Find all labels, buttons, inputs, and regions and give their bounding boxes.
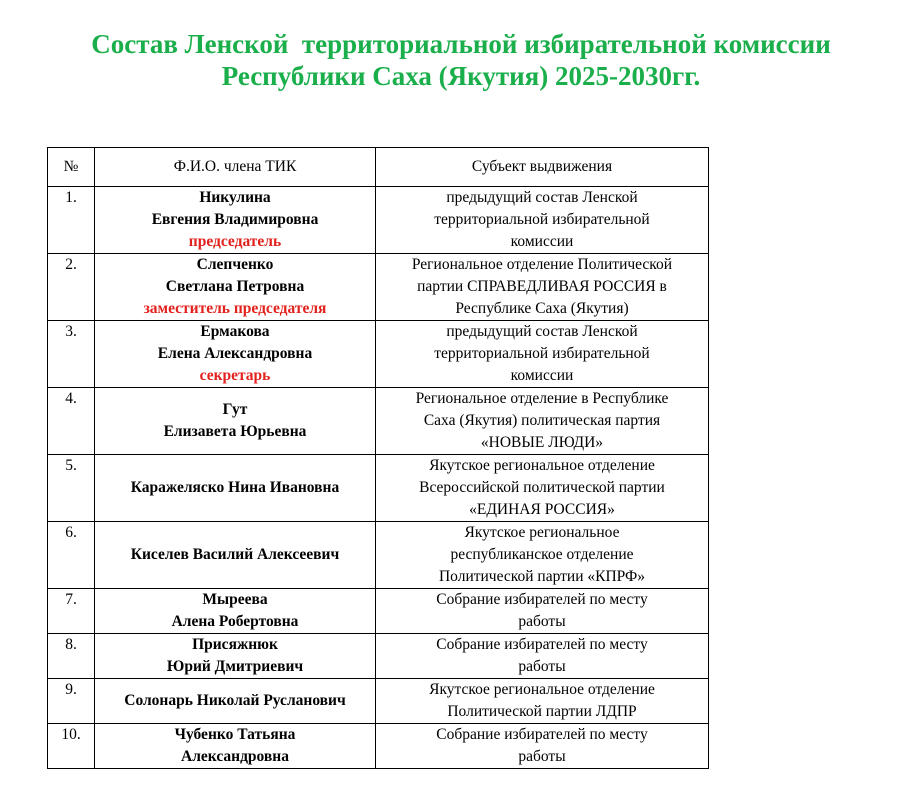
row-num: 10. bbox=[48, 724, 95, 769]
row-num: 3. bbox=[48, 321, 95, 388]
member-surname: Слепченко bbox=[196, 256, 274, 273]
org-line: Политической партии «КПРФ» bbox=[438, 568, 646, 585]
org-line: «НОВЫЕ ЛЮДИ» bbox=[480, 434, 604, 451]
table-row bbox=[48, 679, 709, 724]
org-line: работы bbox=[518, 613, 566, 630]
org-line: Собрание избирателей по месту bbox=[436, 591, 648, 608]
table-row bbox=[48, 321, 709, 388]
member-full-name: Солонарь Николай Русланович bbox=[124, 692, 346, 709]
org-line: работы bbox=[518, 658, 566, 675]
member-role: секретарь bbox=[199, 367, 271, 384]
member-name bbox=[95, 187, 376, 254]
org-line: территориальной избирательной bbox=[434, 211, 650, 228]
page-title bbox=[0, 28, 922, 92]
row-num: 7. bbox=[48, 589, 95, 634]
member-full-name: Каражеляско Нина Ивановна bbox=[130, 479, 340, 496]
header-num: № bbox=[48, 148, 95, 187]
nominating-body bbox=[376, 455, 709, 522]
table-row bbox=[48, 455, 709, 522]
member-given-name: Алена Робертовна bbox=[171, 613, 299, 630]
nominating-body bbox=[376, 589, 709, 634]
nominating-body bbox=[376, 254, 709, 321]
member-name bbox=[95, 589, 376, 634]
table-row bbox=[48, 522, 709, 589]
org-line: комиссии bbox=[510, 367, 574, 384]
nominating-body bbox=[376, 724, 709, 769]
table-header-row bbox=[48, 148, 709, 187]
member-surname: Чубенко Татьяна bbox=[174, 726, 296, 743]
org-line: Якутское региональное отделение bbox=[429, 457, 655, 474]
org-line: Якутское региональное bbox=[464, 524, 620, 541]
row-num: 8. bbox=[48, 634, 95, 679]
org-line: предыдущий состав Ленской bbox=[446, 189, 638, 206]
org-line: «ЕДИНАЯ РОССИЯ» bbox=[469, 501, 615, 518]
row-num: 9. bbox=[48, 679, 95, 724]
table-row bbox=[48, 254, 709, 321]
row-num: 4. bbox=[48, 388, 95, 455]
org-line: Собрание избирателей по месту bbox=[436, 726, 648, 743]
member-name bbox=[95, 254, 376, 321]
org-line: Собрание избирателей по месту bbox=[436, 636, 648, 653]
org-line: комиссии bbox=[510, 233, 574, 250]
row-num: 2. bbox=[48, 254, 95, 321]
org-line: Республике Саха (Якутия) bbox=[455, 300, 629, 317]
nominating-body bbox=[376, 388, 709, 455]
member-given-name: Юрий Дмитриевич bbox=[166, 658, 304, 675]
member-surname: Присяжнюк bbox=[192, 636, 278, 653]
member-name bbox=[95, 679, 376, 724]
member-given-name: Елена Александровна bbox=[157, 345, 313, 362]
member-role: заместитель председателя bbox=[143, 300, 327, 317]
org-line: предыдущий состав Ленской bbox=[446, 323, 638, 340]
org-line: Якутское региональное отделение bbox=[429, 681, 655, 698]
member-given-name: Александровна bbox=[181, 748, 289, 765]
table-row bbox=[48, 589, 709, 634]
org-line: Региональное отделение Политической bbox=[411, 256, 673, 273]
member-surname: Гут bbox=[222, 401, 248, 418]
row-num: 5. bbox=[48, 455, 95, 522]
nominating-body bbox=[376, 679, 709, 724]
row-num: 1. bbox=[48, 187, 95, 254]
member-given-name: Евгения Владимировна bbox=[151, 211, 319, 228]
org-line: Всероссийской политической партии bbox=[419, 479, 665, 496]
table-row bbox=[48, 388, 709, 455]
member-surname: Ермакова bbox=[200, 323, 270, 340]
table-row bbox=[48, 724, 709, 769]
member-name bbox=[95, 321, 376, 388]
nominating-body bbox=[376, 522, 709, 589]
nominating-body bbox=[376, 321, 709, 388]
org-line: работы bbox=[518, 748, 566, 765]
member-surname: Никулина bbox=[199, 189, 271, 206]
table-row bbox=[48, 634, 709, 679]
nominating-body bbox=[376, 634, 709, 679]
header-org: Субъект выдвижения bbox=[376, 148, 709, 187]
member-name bbox=[95, 522, 376, 589]
member-name bbox=[95, 724, 376, 769]
member-full-name: Киселев Василий Алексеевич bbox=[130, 546, 340, 563]
member-surname: Мыреева bbox=[202, 591, 268, 608]
member-given-name: Светлана Петровна bbox=[165, 278, 305, 295]
org-line: территориальной избирательной bbox=[434, 345, 650, 362]
org-line: Региональное отделение в Республике bbox=[415, 390, 669, 407]
member-name bbox=[95, 455, 376, 522]
member-role: председатель bbox=[188, 233, 282, 250]
member-name bbox=[95, 634, 376, 679]
title-line-1: Состав Ленской территориальной избирательной комиссии bbox=[91, 29, 831, 59]
member-name bbox=[95, 388, 376, 455]
row-num: 6. bbox=[48, 522, 95, 589]
header-name: Ф.И.О. члена ТИК bbox=[95, 148, 376, 187]
member-given-name: Елизавета Юрьевна bbox=[163, 423, 307, 440]
org-line: республиканское отделение bbox=[450, 546, 634, 563]
title-line-2: Республики Саха (Якутия) 2025-2030гг. bbox=[221, 61, 701, 91]
org-line: партии СПРАВЕДЛИВАЯ РОССИЯ в bbox=[417, 278, 667, 295]
org-line: Политической партии ЛДПР bbox=[447, 703, 637, 720]
table-row bbox=[48, 187, 709, 254]
nominating-body bbox=[376, 187, 709, 254]
org-line: Саха (Якутия) политическая партия bbox=[423, 412, 661, 429]
members-table bbox=[47, 147, 709, 769]
